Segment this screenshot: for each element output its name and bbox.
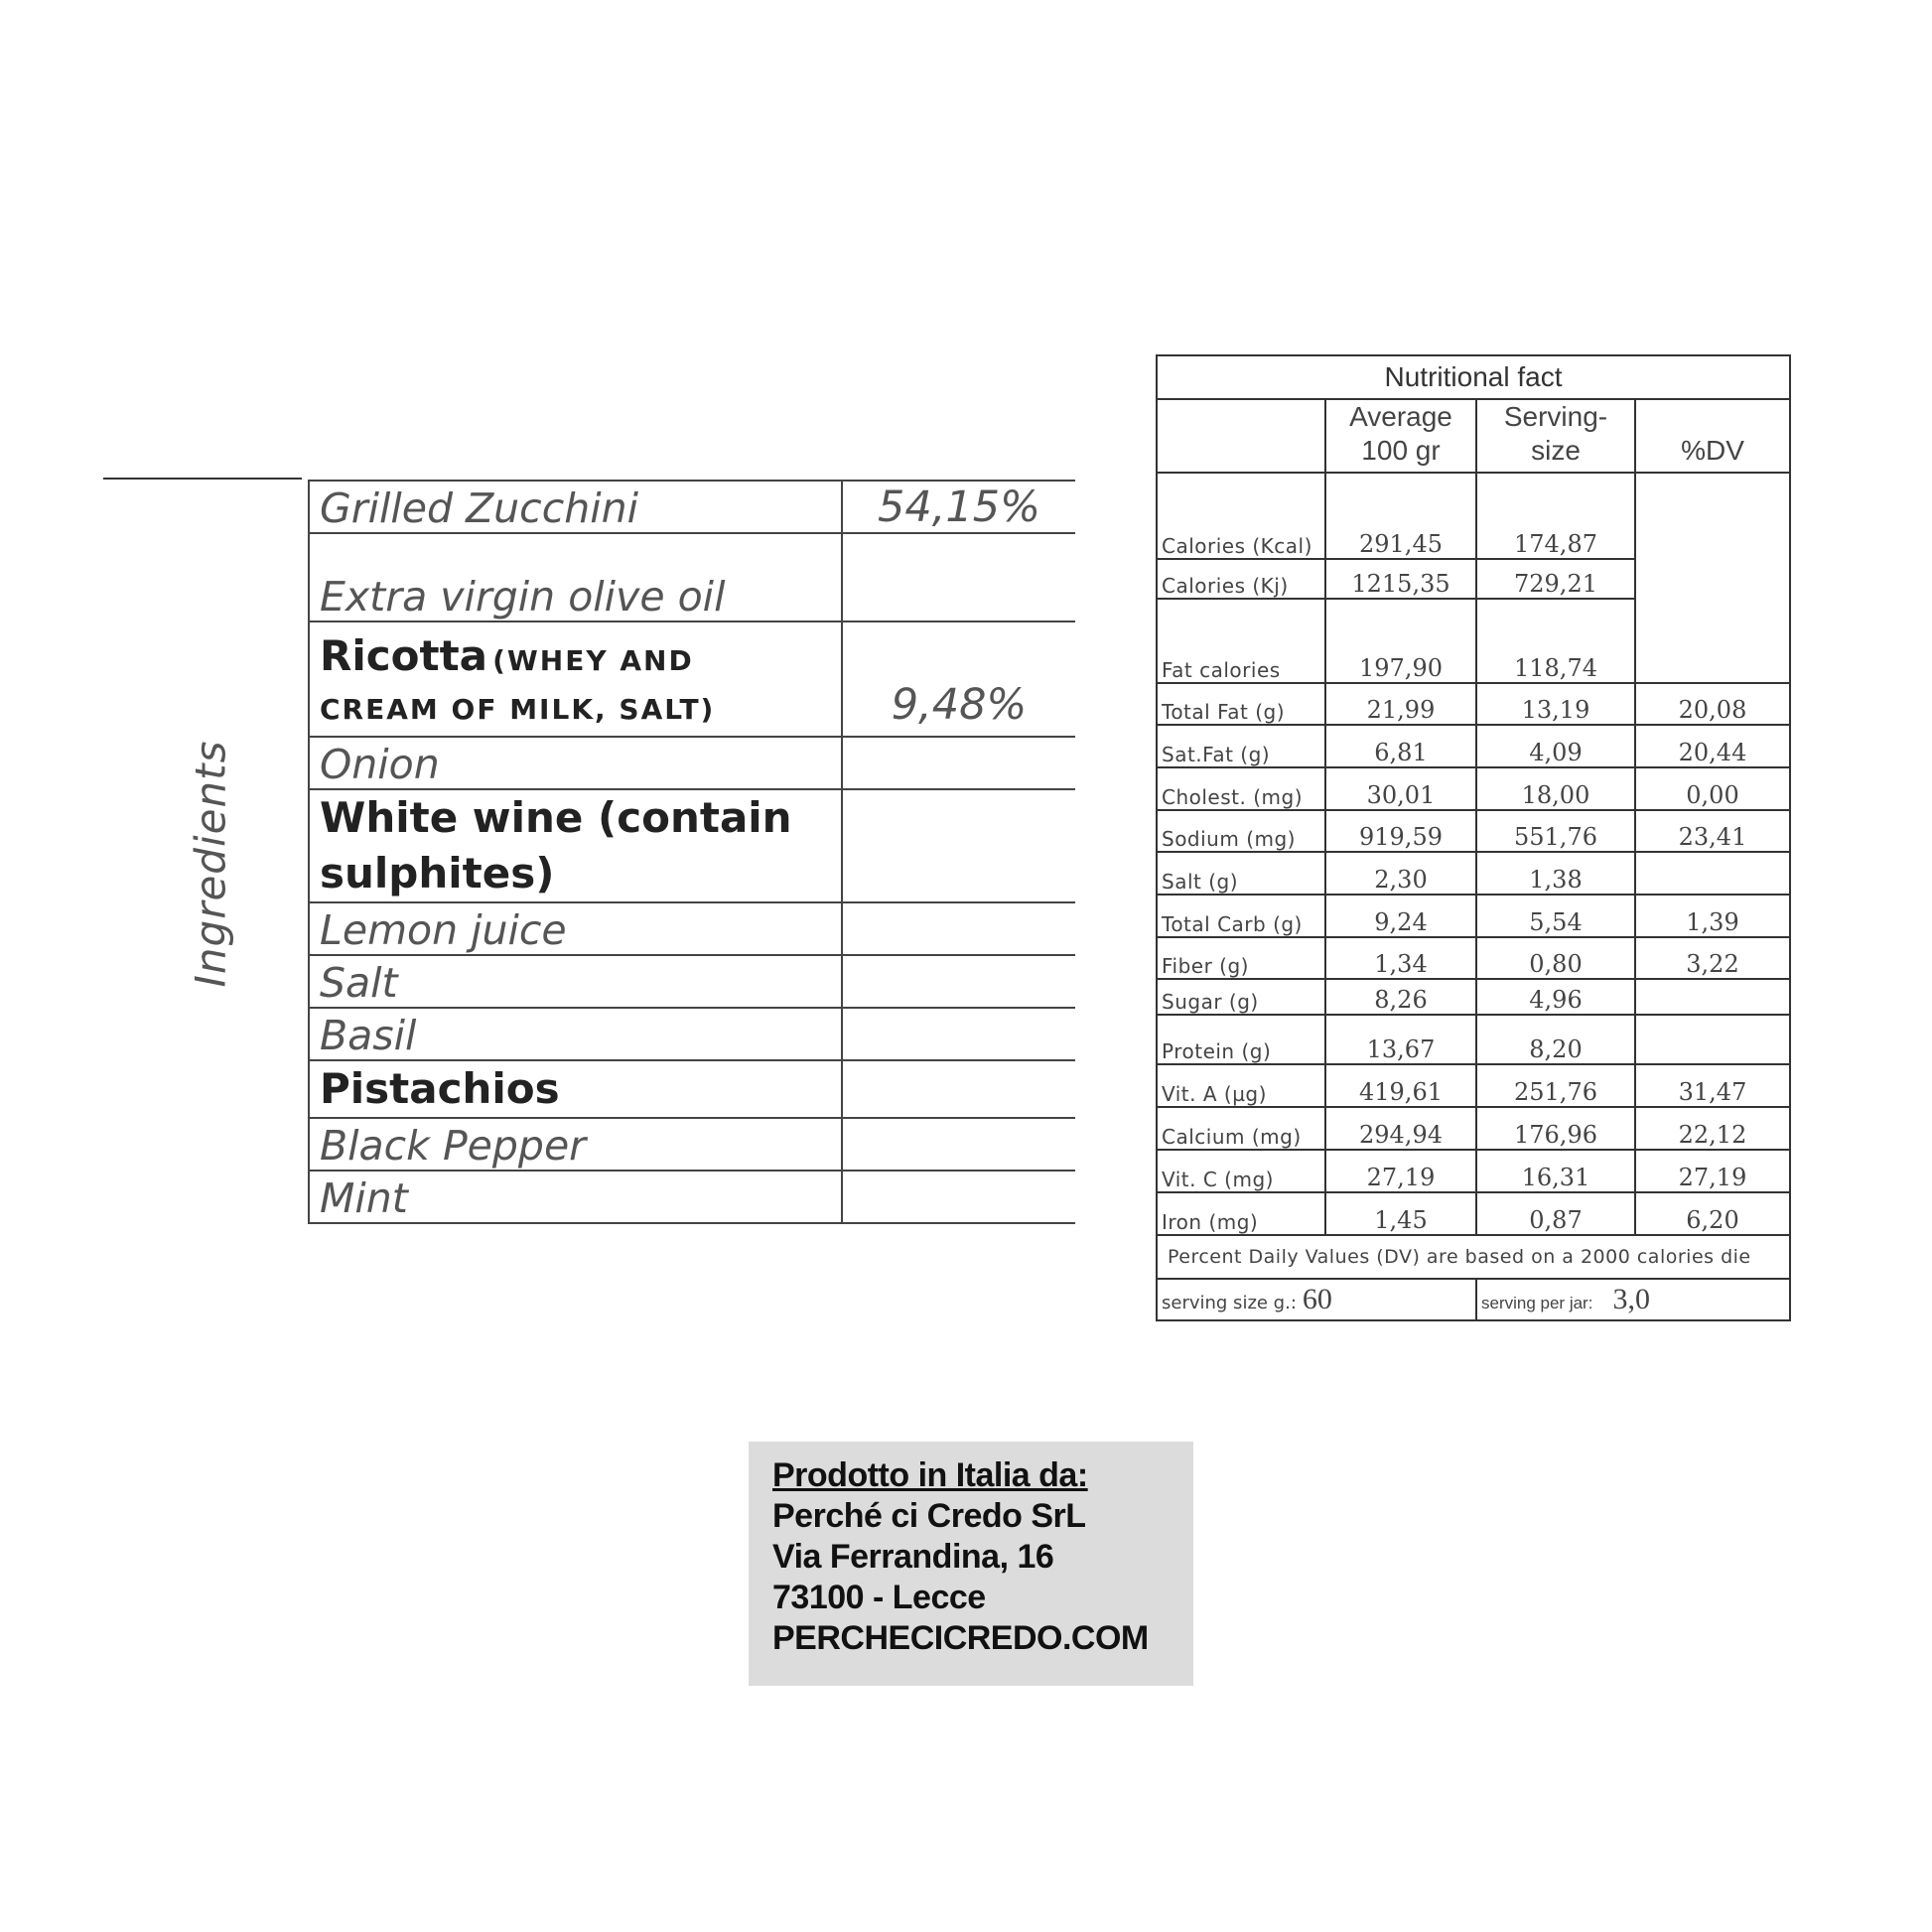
nutrient-label: Sat.Fat (g) <box>1157 725 1325 767</box>
ingredient-name: Black Pepper <box>320 1122 587 1170</box>
ingredients-table <box>308 480 1075 1224</box>
nutrition-row <box>1157 725 1790 767</box>
ingredient-row <box>309 902 1075 955</box>
nutrient-average: 419,61 <box>1325 1064 1476 1107</box>
nutrient-dv <box>1635 979 1790 1015</box>
ingredient-percentage: 54,15% <box>878 483 1040 532</box>
ingredient-name: Basil <box>320 1012 417 1059</box>
nutrient-label: Vit. A (µg) <box>1157 1064 1325 1107</box>
nutrient-serving: 13,19 <box>1476 683 1635 725</box>
nutrient-label: Sugar (g) <box>1157 979 1325 1015</box>
nutrient-serving: 729,21 <box>1476 559 1635 599</box>
nutrient-label: Fiber (g) <box>1157 937 1325 979</box>
nutrient-dv <box>1635 1015 1790 1064</box>
nutrient-serving: 1,38 <box>1476 852 1635 895</box>
nutrition-row <box>1157 683 1790 725</box>
nutrient-average: 294,94 <box>1325 1107 1476 1150</box>
ingredient-row <box>309 621 1075 737</box>
nutrition-row <box>1157 979 1790 1015</box>
ingredients-top-rule <box>103 478 302 480</box>
nutrient-dv: 22,12 <box>1635 1107 1790 1150</box>
ingredient-detail: CREAM OF MILK, SALT) <box>320 693 716 726</box>
nutrition-row <box>1157 1107 1790 1150</box>
nutrient-dv: 31,47 <box>1635 1064 1790 1107</box>
nutrient-serving: 16,31 <box>1476 1150 1635 1192</box>
nutrition-row <box>1157 895 1790 937</box>
nutrient-serving: 8,20 <box>1476 1015 1635 1064</box>
nutrient-dv: 6,20 <box>1635 1192 1790 1235</box>
ingredient-name: Ricotta <box>320 631 487 680</box>
nutrient-average: 27,19 <box>1325 1150 1476 1192</box>
nutrient-average: 9,24 <box>1325 895 1476 937</box>
nutrition-row <box>1157 1015 1790 1064</box>
header-average-line1: Average <box>1349 401 1452 432</box>
nutrient-dv: 3,22 <box>1635 937 1790 979</box>
producer-street: Via Ferrandina, 16 <box>772 1538 1054 1576</box>
nutrient-average: 13,67 <box>1325 1015 1476 1064</box>
nutrient-average: 1215,35 <box>1325 559 1476 599</box>
ingredient-row <box>309 1118 1075 1171</box>
serving-size <box>1157 1279 1476 1320</box>
ingredient-name-cont: sulphites) <box>320 849 555 897</box>
nutrient-dv: 23,41 <box>1635 810 1790 852</box>
nutrition-title: Nutritional fact <box>1157 355 1790 399</box>
nutrition-row <box>1157 473 1790 559</box>
nutrition-row <box>1157 1064 1790 1107</box>
nutrition-row <box>1157 852 1790 895</box>
dv-footnote: Percent Daily Values (DV) are based on a 2000 calories die <box>1157 1235 1790 1279</box>
nutrient-dv: 20,44 <box>1635 725 1790 767</box>
nutrient-label: Protein (g) <box>1157 1015 1325 1064</box>
ingredient-row <box>309 789 1075 902</box>
nutrient-average: 291,45 <box>1325 473 1476 559</box>
nutrient-label: Total Carb (g) <box>1157 895 1325 937</box>
nutrient-dv: 20,08 <box>1635 683 1790 725</box>
nutrient-average: 21,99 <box>1325 683 1476 725</box>
ingredient-name: Mint <box>320 1174 408 1222</box>
nutrient-average: 919,59 <box>1325 810 1476 852</box>
header-serving-line1: Serving- <box>1503 401 1608 432</box>
nutrition-row <box>1157 937 1790 979</box>
serving-size-label: serving size g.: <box>1162 1293 1297 1313</box>
ingredient-name: Pistachios <box>320 1064 560 1113</box>
nutrient-average: 30,01 <box>1325 767 1476 810</box>
nutrient-serving: 0,80 <box>1476 937 1635 979</box>
producer-city: 73100 - Lecce <box>772 1579 986 1616</box>
ingredient-name: Salt <box>320 959 398 1007</box>
producer-company: Perché ci Credo SrL <box>772 1497 1086 1535</box>
serving-per-jar-label: serving per jar: <box>1481 1294 1593 1312</box>
ingredient-row <box>309 533 1075 621</box>
ingredient-name: Lemon juice <box>320 906 567 954</box>
nutrient-average: 2,30 <box>1325 852 1476 895</box>
nutrient-label: Sodium (mg) <box>1157 810 1325 852</box>
serving-size-value: 60 <box>1302 1283 1332 1315</box>
nutrient-average: 197,90 <box>1325 599 1476 683</box>
nutrient-label: Fat calories <box>1157 599 1325 683</box>
ingredient-name: Grilled Zucchini <box>320 484 638 532</box>
nutrition-row <box>1157 767 1790 810</box>
nutrition-table <box>1156 354 1791 1321</box>
nutrient-label: Cholest. (mg) <box>1157 767 1325 810</box>
nutrient-label: Calories (Kcal) <box>1157 473 1325 559</box>
header-serving <box>1476 399 1635 473</box>
header-average <box>1325 399 1476 473</box>
nutrient-label: Calcium (mg) <box>1157 1107 1325 1150</box>
ingredient-name: White wine (contain <box>320 793 792 842</box>
nutrition-row <box>1157 1192 1790 1235</box>
ingredient-row <box>309 737 1075 789</box>
nutrient-serving: 4,96 <box>1476 979 1635 1015</box>
nutrient-serving: 251,76 <box>1476 1064 1635 1107</box>
ingredient-name: Onion <box>320 741 440 788</box>
header-dv: %DV <box>1635 399 1790 473</box>
ingredient-detail: (WHEY AND <box>492 644 694 677</box>
nutrient-average: 8,26 <box>1325 979 1476 1015</box>
ingredient-row <box>309 481 1075 533</box>
producer-label <box>749 1442 1193 1686</box>
nutrient-dv: 0,00 <box>1635 767 1790 810</box>
ingredient-row <box>309 1171 1075 1223</box>
nutrient-average: 6,81 <box>1325 725 1476 767</box>
nutrient-serving: 5,54 <box>1476 895 1635 937</box>
nutrient-label: Iron (mg) <box>1157 1192 1325 1235</box>
serving-per-jar-value: 3,0 <box>1612 1283 1650 1315</box>
ingredients-side-label: Ingredients <box>186 740 235 988</box>
nutrient-dv: 1,39 <box>1635 895 1790 937</box>
nutrient-serving: 18,00 <box>1476 767 1635 810</box>
producer-website: PERCHECICREDO.COM <box>772 1619 1149 1657</box>
nutrient-label: Total Fat (g) <box>1157 683 1325 725</box>
ingredient-percentage: 9,48% <box>891 680 1028 730</box>
nutrient-serving: 4,09 <box>1476 725 1635 767</box>
nutrient-dv <box>1635 852 1790 895</box>
nutrition-row <box>1157 810 1790 852</box>
nutrition-row <box>1157 1150 1790 1192</box>
ingredient-row <box>309 955 1075 1008</box>
header-serving-line2: size <box>1531 435 1581 466</box>
nutrient-average: 1,34 <box>1325 937 1476 979</box>
ingredient-row <box>309 1060 1075 1118</box>
producer-heading: Prodotto in Italia da: <box>772 1456 1088 1494</box>
ingredient-name: Extra virgin olive oil <box>320 573 726 621</box>
ingredient-row <box>309 1008 1075 1060</box>
nutrient-serving: 174,87 <box>1476 473 1635 559</box>
nutrient-dv: 27,19 <box>1635 1150 1790 1192</box>
nutrient-label: Salt (g) <box>1157 852 1325 895</box>
nutrient-serving: 176,96 <box>1476 1107 1635 1150</box>
nutrient-label: Calories (Kj) <box>1157 559 1325 599</box>
header-average-line2: 100 gr <box>1361 435 1441 466</box>
nutrient-average: 1,45 <box>1325 1192 1476 1235</box>
nutrient-serving: 0,87 <box>1476 1192 1635 1235</box>
nutrient-serving: 551,76 <box>1476 810 1635 852</box>
nutrient-serving: 118,74 <box>1476 599 1635 683</box>
serving-per-jar <box>1476 1279 1790 1320</box>
nutrient-label: Vit. C (mg) <box>1157 1150 1325 1192</box>
